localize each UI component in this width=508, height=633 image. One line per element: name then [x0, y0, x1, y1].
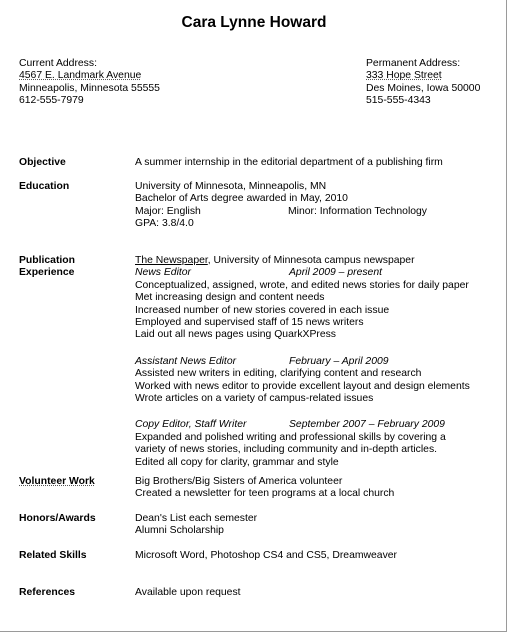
current-address-line2: Minneapolis, Minnesota 55555 — [19, 82, 160, 94]
education-major: Major: English — [135, 205, 201, 217]
skills-label: Related Skills — [19, 550, 87, 561]
honors-line: Alumni Scholarship — [135, 525, 224, 537]
publication-section — [135, 255, 470, 469]
job-dates: September 2007 – February 2009 — [289, 419, 445, 431]
publication-label — [19, 255, 75, 280]
resume-name: Cara Lynne Howard — [181, 14, 327, 31]
job-line: Wrote articles on a variety of campus-related issues — [135, 393, 374, 405]
job-line: Employed and supervised staff of 15 news writers — [135, 317, 364, 329]
publication-label-line1: Publication — [19, 255, 75, 266]
job-line: variety of news stories, including community and in-depth articles. — [135, 444, 438, 456]
job-line: Assisted new writers in editing, clarifying content and research — [135, 368, 422, 380]
job-line: Expanded and polished writing and professional skills by covering a — [135, 431, 446, 443]
volunteer-line: Big Brothers/Big Sisters of America volunteer — [135, 476, 343, 487]
job-heading — [135, 356, 470, 368]
education-gpa: GPA: 3.8/4.0 — [135, 218, 194, 230]
objective-text: A summer internship in the editorial department of a publishing firm — [135, 157, 443, 168]
job-line: Increased number of new stories covered in each issue — [135, 304, 390, 316]
current-address-phone: 612-555-7979 — [19, 95, 84, 107]
skills-text: Microsoft Word, Photoshop CS4 and CS5, Dreamweaver — [135, 550, 397, 561]
publication-label-line2: Experience — [19, 267, 75, 279]
publication-org-rest: , University of Minnesota campus newspaper — [207, 255, 415, 266]
job-title: News Editor — [135, 267, 192, 279]
job-heading — [135, 419, 470, 431]
permanent-address-line1: 333 Hope Street — [366, 70, 442, 82]
objective-label: Objective — [19, 157, 66, 168]
job-heading — [135, 267, 470, 279]
job-dates: February – April 2009 — [289, 355, 389, 367]
permanent-address — [366, 58, 480, 108]
job-line: Conceptualized, assigned, wrote, and edited news stories for daily paper — [135, 279, 469, 291]
education-minor: Minor: Information Technology — [288, 205, 427, 217]
honors-label: Honors/Awards — [19, 513, 96, 524]
job-line: Laid out all news pages using QuarkXPress — [135, 329, 336, 341]
education-label: Education — [19, 181, 70, 192]
honors-line: Dean's List each semester — [135, 513, 258, 524]
references-text: Available upon request — [135, 587, 241, 598]
references-label: References — [19, 587, 76, 598]
education-major-minor — [135, 205, 427, 218]
job-title: Assistant News Editor — [135, 355, 237, 367]
job-dates: April 2009 – present — [289, 267, 382, 279]
job-line: Edited all copy for clarity, grammar and style — [135, 456, 339, 468]
education-section — [135, 181, 427, 231]
publication-org-line — [135, 255, 470, 267]
current-address-label: Current Address: — [19, 58, 97, 69]
volunteer-section — [135, 476, 394, 501]
job-line: Met increasing design and content needs — [135, 292, 325, 304]
permanent-address-label: Permanent Address: — [366, 58, 461, 69]
volunteer-label-text: Volunteer Work — [19, 476, 95, 487]
publication-org: The Newspaper — [135, 255, 208, 266]
permanent-address-phone: 515-555-4343 — [366, 95, 431, 107]
current-address — [19, 58, 160, 108]
job-title: Copy Editor, Staff Writer — [135, 419, 247, 431]
current-address-line1: 4567 E. Landmark Avenue — [19, 70, 142, 82]
job-line: Worked with news editor to provide excellent layout and design elements — [135, 380, 470, 392]
volunteer-line: Created a newsletter for teen programs at a local church — [135, 488, 395, 500]
honors-section — [135, 513, 257, 538]
volunteer-label — [19, 476, 95, 488]
education-degree: Bachelor of Arts degree awarded in May, 2010 — [135, 193, 348, 205]
education-school: University of Minnesota, Minneapolis, MN — [135, 181, 327, 192]
permanent-address-line2: Des Moines, Iowa 50000 — [366, 82, 481, 94]
